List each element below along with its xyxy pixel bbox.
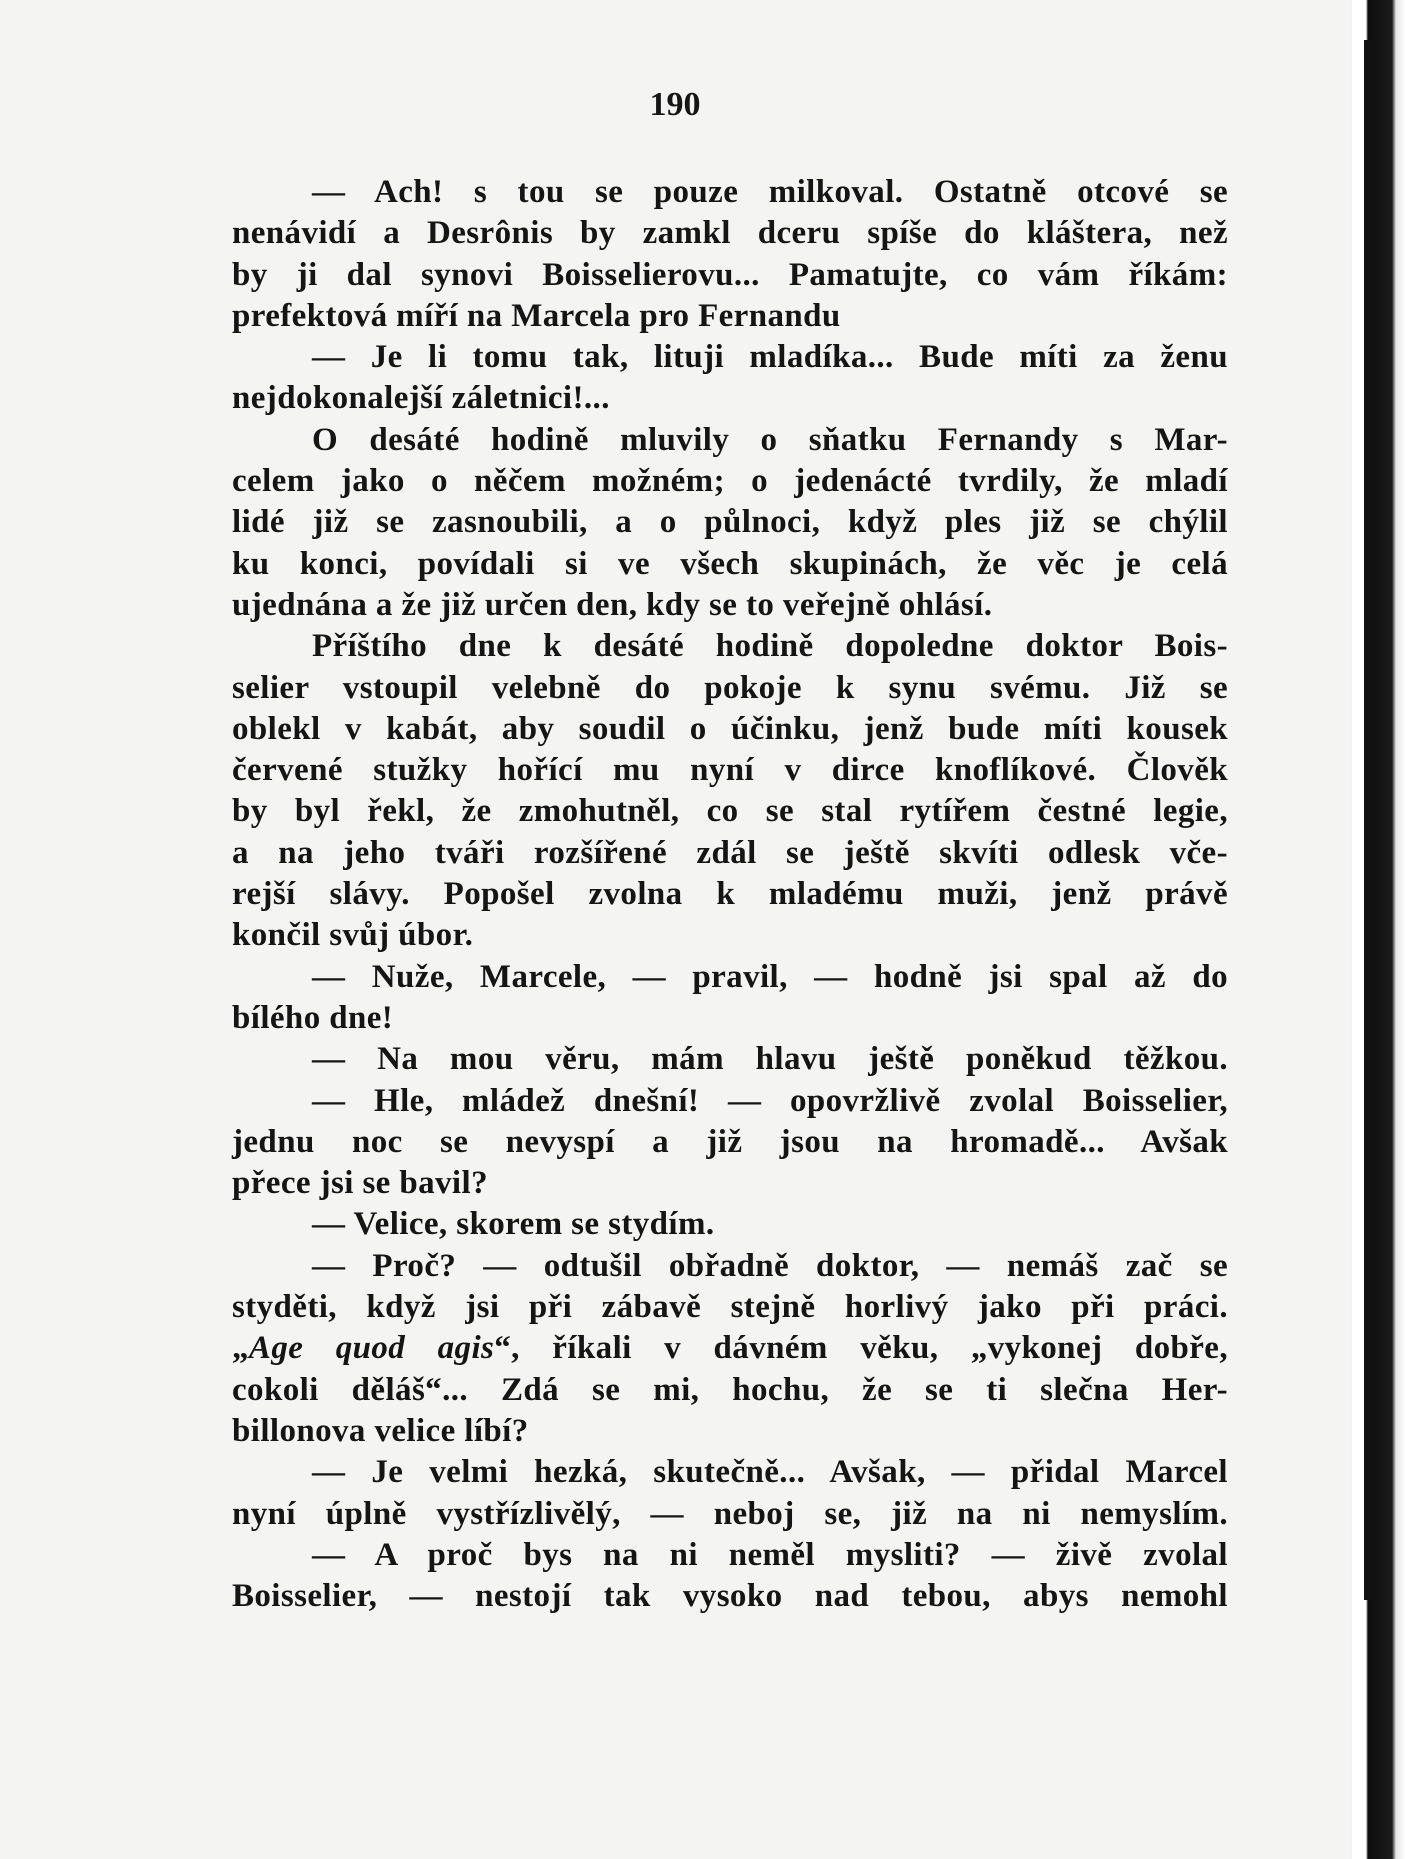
text-line: prefektová míří na Marcela pro Fernandu — [232, 297, 841, 334]
text-line: jednu noc se nevyspí a již jsou na hromadě... Avšak — [232, 1123, 1228, 1160]
text-line: ku konci, povídali si ve všech skupinách, že věc je celá — [232, 545, 1228, 582]
text-line: — Hle, mládež dnešní! — opovržlivě zvolal Boisselier, — [312, 1082, 1228, 1119]
text-line: oblekl v kabát, aby soudil o účinku, jenž bude míti kousek — [232, 710, 1228, 747]
text-line: rejší slávy. Popošel zvolna k mladému muži, jenž právě — [232, 876, 1228, 913]
text-line: styděti, když jsi při zábavě stejně horlivý jako při práci. — [232, 1289, 1228, 1326]
text-line: bílého dne! — [232, 999, 394, 1036]
text-line: selier vstoupil velebně do pokoje k synu svému. Již se — [232, 669, 1228, 706]
text-line: O desáté hodině mluvily o sňatku Fernandy s Mar- — [312, 421, 1228, 458]
text-line: — Nuže, Marcele, — pravil, — hodně jsi spal až do — [312, 958, 1228, 995]
text-line: — Ach! s tou se pouze milkoval. Ostatně otcové se — [312, 174, 1228, 210]
text-line: ujednána a že již určen den, kdy se to veřejně ohlásí. — [232, 586, 993, 623]
page-number: 190 — [649, 86, 701, 123]
spine-line — [1364, 40, 1376, 1600]
text-line: by byl řekl, že zmohutněl, co se stal rytířem čestné legie, — [232, 793, 1228, 830]
text-line: nejdokonalejší záletnici!... — [232, 380, 610, 417]
text-line: cokoli děláš“... Zdá se mi, hochu, že se ti slečna Her- — [232, 1371, 1228, 1408]
text-line: nenávidí a Desrônis by zamkl dceru spíše do kláštera, než — [232, 215, 1228, 252]
text-line: lidé již se zasnoubili, a o půlnoci, když ples již se chýlil — [232, 504, 1228, 541]
text-line: — Je velmi hezká, skutečně... Avšak, — přidal Marcel — [312, 1454, 1228, 1491]
text-line: by ji dal synovi Boisselierovu... Pamatujte, co vám říkám: — [232, 256, 1228, 293]
page-body-text — [232, 172, 1228, 1617]
page-edge-shadow — [1352, 0, 1405, 1859]
text-line: celem jako o něčem možném; o jedenácté tvrdily, že mladí — [232, 463, 1228, 500]
text-line: přece jsi se bavil? — [232, 1165, 488, 1202]
text-line: — Je li tomu tak, lituji mladíka... Bude míti za ženu — [312, 339, 1228, 376]
text-line: Boisselier, — nestojí tak vysoko nad tebou, abys nemohl — [232, 1578, 1228, 1615]
text-line: Příštího dne k desáté hodině dopoledne doktor Bois- — [312, 628, 1228, 665]
text-line: červené stužky hořící mu nyní v dirce knoflíkové. Člověk — [232, 752, 1228, 789]
text-line: a na jeho tváři rozšířené zdál se ještě skvíti odlesk vče- — [232, 834, 1228, 871]
text-line: — A proč bys na ni neměl mysliti? — živě zvolal — [312, 1536, 1228, 1573]
text-line: končil svůj úbor. — [232, 917, 474, 954]
text-line: „Age quod agis“, říkali v dávném věku, „vykonej dobře, — [232, 1330, 1228, 1367]
text-line: — Velice, skorem se stydím. — [312, 1206, 715, 1243]
text-line: billonova velice líbí? — [232, 1412, 529, 1449]
text-line: nyní úplně vystřízlivělý, — neboj se, již na ni nemyslím. — [232, 1495, 1228, 1532]
text-line: — Na mou věru, mám hlavu ještě poněkud těžkou. — [312, 1041, 1228, 1078]
text-line: — Proč? — odtušil obřadně doktor, — nemáš zač se — [312, 1247, 1228, 1284]
